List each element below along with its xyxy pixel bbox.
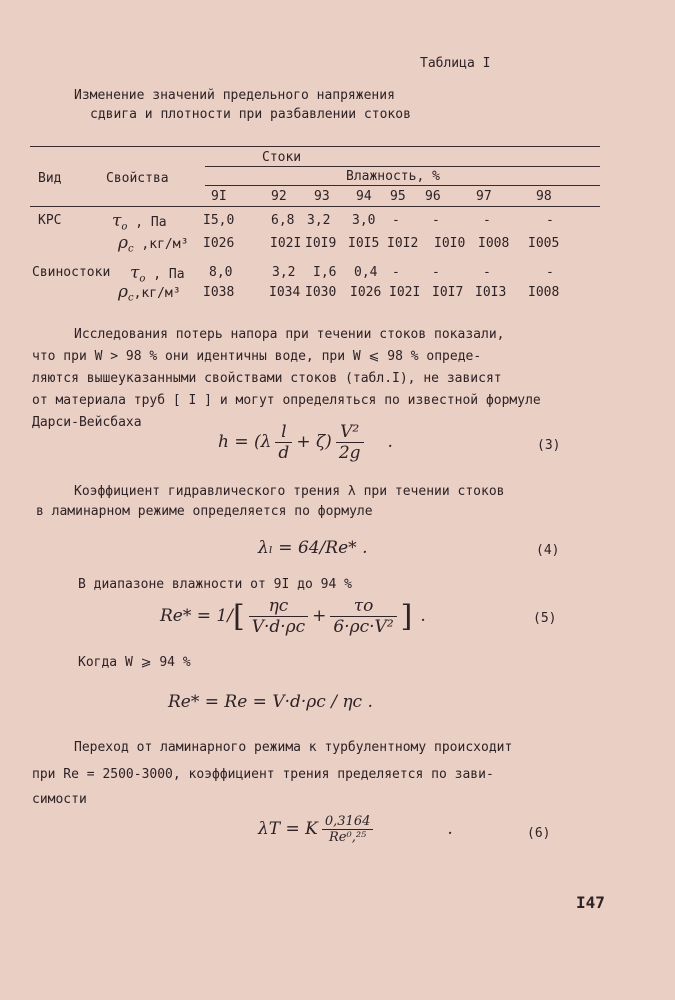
table-cell: I026 [350, 285, 382, 300]
table-cell: - [483, 265, 491, 280]
table-top-rule [30, 146, 600, 147]
table-head-bottom-rule [30, 206, 600, 207]
moisture-col-93: 93 [314, 189, 330, 204]
table-cell: 6,8 [271, 213, 295, 228]
equation-3: h = (λ $\frac{l}{d}$ + ζ) $\frac{\text{V²}}{2g}$ . [218, 422, 393, 463]
paragraph-line: Когда W ⩾ 94 % [78, 655, 191, 670]
table-cell: - [392, 265, 400, 280]
table-cell: 3,2 [272, 265, 296, 280]
paragraph-line: Коэффициент гидравлического трения λ при течении стоков [74, 484, 505, 499]
paragraph-line: ляются вышеуказанными свойствами стоков (табл.I), не зависят [32, 371, 502, 386]
table-row-vid: Свиностоки [32, 265, 111, 280]
paragraph-line: Исследования потерь напора при течении стоков показали, [74, 327, 505, 342]
table-cell: I0I2 [387, 236, 419, 251]
table-cell: I030 [305, 285, 337, 300]
table-head-vid: Вид [38, 171, 62, 186]
table-cell: - [432, 213, 440, 228]
table-cell: I026 [203, 236, 235, 251]
table-row-vid: КРС [38, 213, 62, 228]
table-cell: I02I [270, 236, 302, 251]
table-cell: I034 [269, 285, 301, 300]
equation-number: (6) [527, 826, 551, 841]
table-row-property: $\tau_o$ , Па [130, 263, 185, 285]
table-cell: I038 [203, 285, 235, 300]
table-cell: I,6 [313, 265, 337, 280]
table-cell: 8,0 [209, 265, 233, 280]
table-cell: - [546, 265, 554, 280]
table-cell: I008 [478, 236, 510, 251]
table-cell: I005 [528, 236, 560, 251]
table-cell: - [546, 213, 554, 228]
table-head-stoki: Стоки [262, 150, 302, 165]
table-cell: - [432, 265, 440, 280]
table-row-property: $\tau_o$ , Па [112, 211, 167, 233]
equation-6: λT = K $\frac{0,3164}{\text{Re⁰,²⁵}}$ . [258, 814, 453, 845]
table-label: Таблица I [420, 56, 491, 71]
table-stoki-rule [205, 166, 600, 167]
paragraph-line: симости [32, 792, 87, 807]
paragraph-line: Дарси-Вейсбаха [32, 415, 142, 430]
table-cell: I0I3 [475, 285, 507, 300]
table-cell: I0I9 [305, 236, 337, 251]
moisture-col-96: 96 [425, 189, 441, 204]
table-head-svoistva: Свойства [106, 171, 169, 186]
moisture-col-95: 95 [390, 189, 406, 204]
paragraph-line: при Re = 2500-3000, коэффициент трения пределяется по зави- [32, 767, 494, 782]
table-cell: - [483, 213, 491, 228]
equation-5: Re* = 1/[ $\frac{\eta c}{V\cdot d\cdot\rho c}$ + $\frac{\tau o}{\text{6·ρc·V²}}$ ] . [160, 596, 426, 637]
table-cell: 3,0 [352, 213, 376, 228]
moisture-col-92: 92 [271, 189, 287, 204]
table-head-vlazhnost: Влажность, % [346, 169, 440, 184]
equation-number: (4) [536, 543, 560, 558]
table-cell: I008 [528, 285, 560, 300]
table-cell: 0,4 [354, 265, 378, 280]
equation-4: λₗ = 64/Re* . [258, 538, 368, 558]
paragraph-line: В диапазоне влажности от 9I до 94 % [78, 577, 352, 592]
table-cell: I02I [389, 285, 421, 300]
moisture-col-91: 9I [211, 189, 227, 204]
equation-re: Re* = Re = V·d·ρc / ηc . [168, 692, 373, 712]
table-cell: I5,0 [203, 213, 235, 228]
paragraph-line: в ламинарном режиме определяется по формуле [36, 504, 373, 519]
table-cell: I0I7 [432, 285, 464, 300]
table-row-property: $\rho_c$ ,кг/м³ [118, 233, 189, 255]
table-cell: I0I5 [348, 236, 380, 251]
paragraph-line: от материала труб [ I ] и могут определяться по известной формуле [32, 393, 541, 408]
table-moisture-rule [205, 185, 600, 186]
table-row-property: $\rho_c,кг/м^3$ [118, 282, 181, 304]
paragraph-line: Переход от ламинарного режима к турбулентному происходит [74, 740, 513, 755]
equation-number: (3) [537, 438, 561, 453]
table-cell: - [392, 213, 400, 228]
table-cell: I0I0 [434, 236, 466, 251]
moisture-col-98: 98 [536, 189, 552, 204]
equation-number: (5) [533, 611, 557, 626]
table-caption-line1: Изменение значений предельного напряжения [74, 88, 395, 103]
moisture-col-94: 94 [356, 189, 372, 204]
table-caption-line2: сдвига и плотности при разбавлении стоков [90, 107, 411, 122]
moisture-col-97: 97 [476, 189, 492, 204]
paragraph-line: что при W > 98 % они идентичны воде, при W ⩽ 98 % опреде- [32, 349, 482, 364]
table-cell: 3,2 [307, 213, 331, 228]
page-number: I47 [576, 893, 605, 912]
